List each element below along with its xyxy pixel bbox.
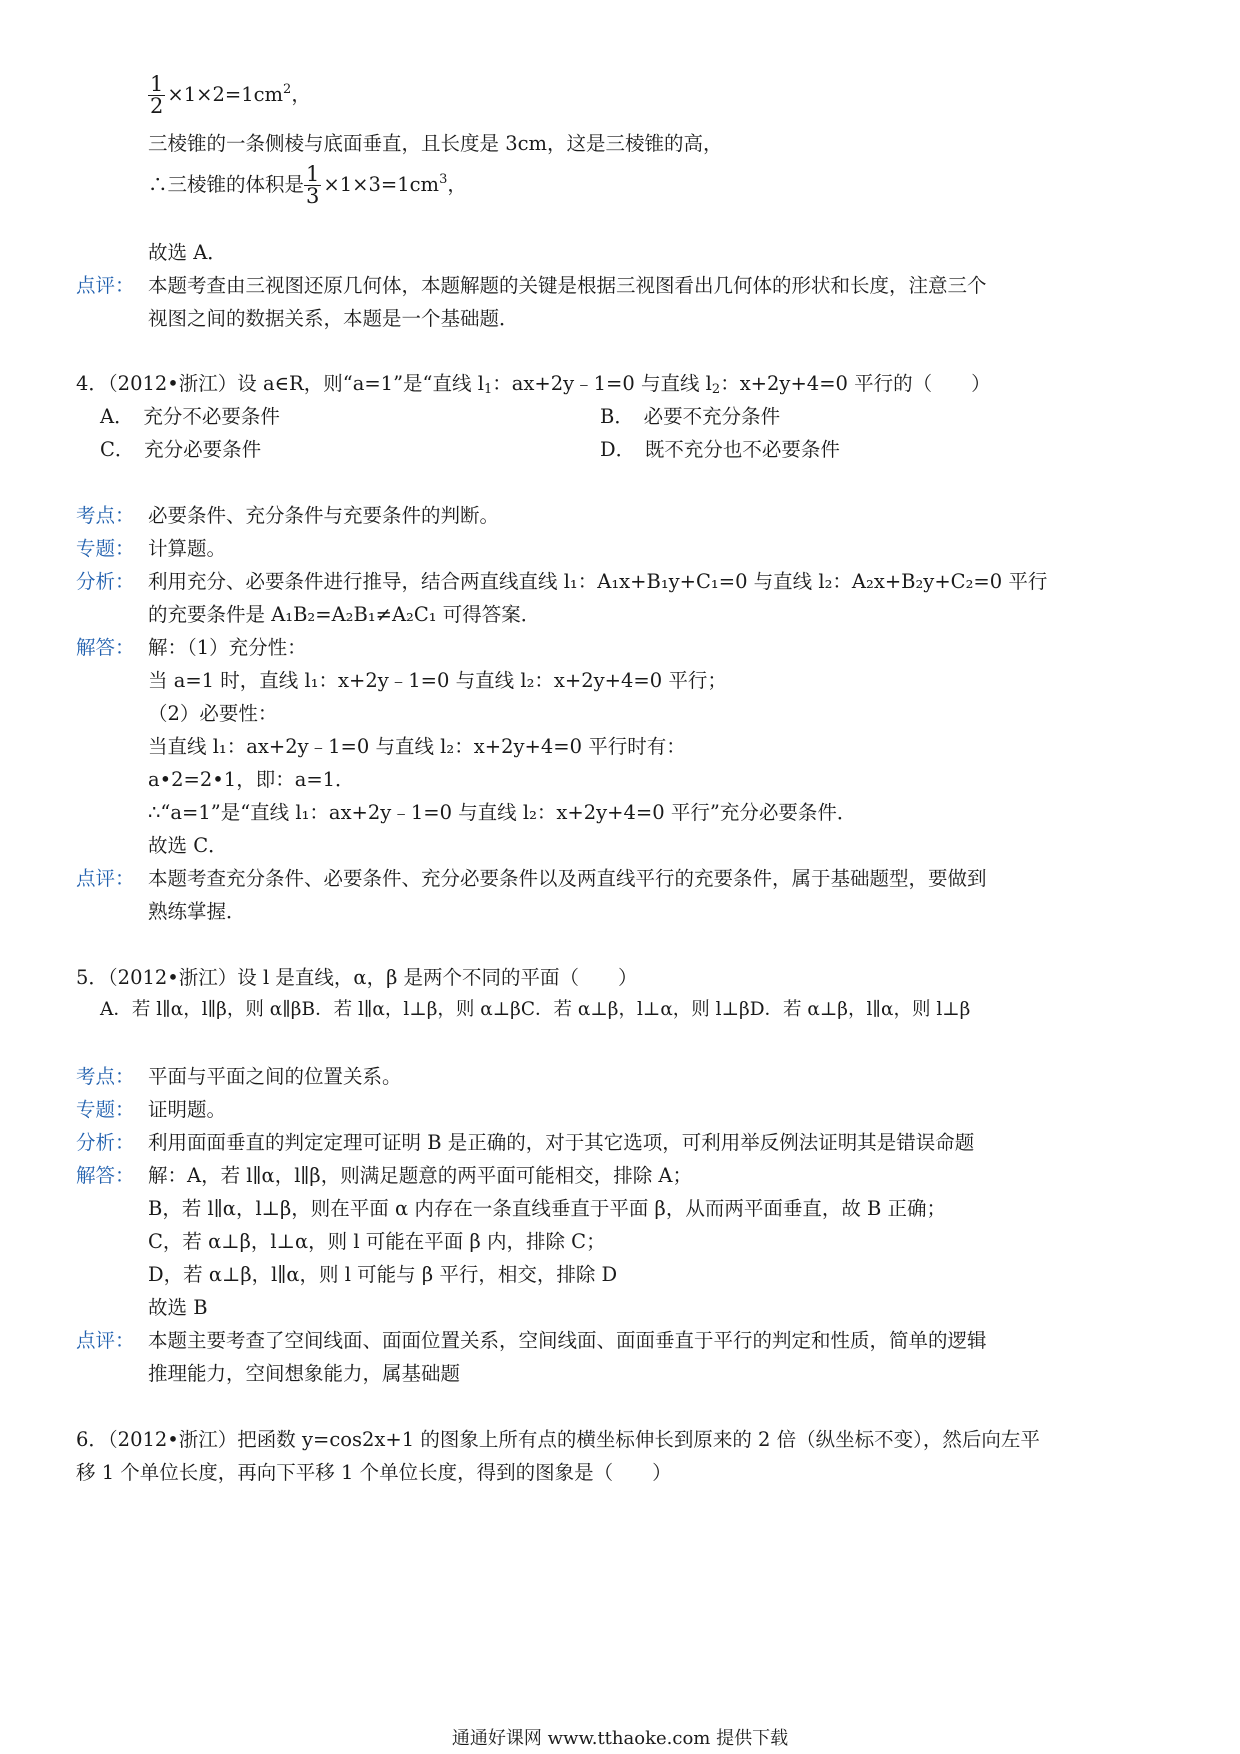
q4-jieda-label: 解答：: [76, 636, 135, 659]
q4-option-c: C． 充分必要条件: [100, 438, 262, 461]
q4-dianping-line-1: 本题考查充分条件、必要条件、充分必要条件以及两直线平行的充要条件，属于基础题型，要做到: [148, 867, 987, 890]
q5-jieda-line-5: 故选 B: [148, 1296, 208, 1319]
q5-kaodian: 平面与平面之间的位置关系。: [148, 1065, 402, 1088]
q5-jieda-line-4: D，若 α⊥β，l∥α，则 l 可能与 β 平行，相交，排除 D: [148, 1263, 618, 1286]
volume-unit: cm: [409, 173, 440, 196]
q3-comment-line-2: 视图之间的数据关系，本题是一个基础题．: [148, 307, 519, 330]
q5-jieda-label: 解答：: [76, 1164, 135, 1187]
q5-options: A．若 l∥α，l∥β，则 α∥βB．若 l∥α，l⊥β，则 α⊥βC．若 α⊥β，l⊥α，则 l⊥βD．若 α⊥β，l∥α，则 l⊥β: [100, 999, 971, 1020]
area-unit: cm: [253, 83, 284, 106]
q4-option-b: B． 必要不充分条件: [600, 405, 781, 428]
q4-stem-part-b: ：ax+2y﹣1=0 与直线 l: [492, 372, 712, 395]
q4-stem-part-c: ：x+2y+4=0 平行的（ ）: [720, 372, 991, 395]
q4-fenxi-line-2: 的充要条件是 A₁B₂=A₂B₁≠A₂C₁ 可得答案．: [148, 603, 541, 626]
q5-fenxi: 利用面面垂直的判定定理可证明 B 是正确的，对于其它选项，可利用举反例法证明其是错误命题: [148, 1131, 975, 1154]
page-footer: 通通好课网 www.tthaoke.com 提供下载: [451, 1728, 789, 1749]
volume-expression: ×1×3=1: [323, 173, 410, 196]
fraction-denominator: 3: [306, 184, 320, 208]
area-formula: [148, 74, 311, 117]
q4-jieda-line-2: 当 a=1 时，直线 l₁：x+2y﹣1=0 与直线 l₂：x+2y+4=0 平行；: [148, 669, 727, 692]
volume-formula: [148, 164, 467, 207]
q4-jieda-line-6: ∴“a=1”是“直线 l₁：ax+2y﹣1=0 与直线 l₂：x+2y+4=0 平行”充分必要条件．: [148, 801, 857, 824]
q4-dianping-label: 点评：: [76, 867, 135, 890]
area-unit-exponent: 2: [283, 82, 292, 97]
q4-dianping-line-2: 熟练掌握．: [148, 900, 246, 923]
q4-zhuanti: 计算题。: [148, 537, 227, 560]
q4-jieda-line-5: a•2=2•1，即：a=1．: [148, 768, 355, 791]
q3-comment-label: 点评：: [76, 274, 135, 297]
q4-jieda-line-4: 当直线 l₁：ax+2y﹣1=0 与直线 l₂：x+2y+4=0 平行时有：: [148, 735, 686, 758]
q4-stem-part-a: 4．（2012•浙江）设 a∈R，则“a=1”是“直线 l: [76, 372, 484, 395]
q4-jieda-line-7: 故选 C．: [148, 834, 228, 857]
q5-zhuanti: 证明题。: [148, 1098, 227, 1121]
fraction-third: [304, 164, 321, 207]
q5-kaodian-label: 考点：: [76, 1065, 135, 1088]
q4-fenxi-label: 分析：: [76, 570, 135, 593]
q6-stem-line-1: 6．（2012•浙江）把函数 y=cos2x+1 的图象上所有点的横坐标伸长到原来的 2 倍（纵坐标不变），然后向左平: [76, 1428, 1040, 1451]
q5-zhuanti-label: 专题：: [76, 1098, 135, 1121]
q3-answer: 故选 A．: [148, 241, 227, 264]
q5-dianping-line-1: 本题主要考查了空间线面、面面位置关系，空间线面、面面垂直于平行的判定和性质，简单的逻辑: [148, 1329, 987, 1352]
q5-fenxi-label: 分析：: [76, 1131, 135, 1154]
q3-comment-line-1: 本题考查由三视图还原几何体，本题解题的关键是根据三视图看出几何体的形状和长度，注意三个: [148, 274, 987, 297]
area-expression: ×1×2=1: [167, 83, 254, 106]
q4-zhuanti-label: 专题：: [76, 537, 135, 560]
volume-comma: ，: [447, 173, 467, 196]
fraction-numerator: 1: [306, 162, 320, 186]
q5-jieda-line-1: 解：A，若 l∥α，l∥β，则满足题意的两平面可能相交，排除 A；: [148, 1164, 692, 1187]
q5-dianping-line-2: 推理能力，空间想象能力，属基础题: [148, 1362, 461, 1385]
q4-fenxi-line-1: 利用充分、必要条件进行推导，结合两直线直线 l₁：A₁x+B₁y+C₁=0 与直线 l₂：A₂x+B₂y+C₂=0 平行: [148, 570, 1048, 593]
area-comma: ，: [291, 83, 311, 106]
q4-stem: [76, 372, 991, 398]
fraction-half: [148, 74, 165, 117]
fraction-numerator: 1: [150, 72, 164, 96]
volume-prefix: ∴三棱锥的体积是: [148, 173, 305, 196]
q4-jieda-line-1: 解：（1）充分性：: [148, 636, 307, 659]
q4-jieda-line-3: （2）必要性：: [148, 702, 278, 725]
q4-kaodian: 必要条件、充分条件与充要条件的判断。: [148, 504, 500, 527]
q4-option-d: D． 既不充分也不必要条件: [600, 438, 840, 461]
q4-stem-subscript-1: 1: [483, 382, 493, 397]
q5-dianping-label: 点评：: [76, 1329, 135, 1352]
q4-stem-subscript-2: 2: [711, 382, 721, 397]
q5-jieda-line-3: C，若 α⊥β，l⊥α，则 l 可能在平面 β 内，排除 C；: [148, 1230, 606, 1253]
height-line: 三棱锥的一条侧棱与底面垂直，且长度是 3cm，这是三棱锥的高，: [148, 132, 723, 155]
fraction-denominator: 2: [150, 94, 164, 118]
q5-jieda-line-2: B，若 l∥α，l⊥β，则在平面 α 内存在一条直线垂直于平面 β，从而两平面垂直，故 B 正确；: [148, 1197, 947, 1220]
volume-unit-exponent: 3: [439, 172, 448, 187]
q4-option-a: A． 充分不必要条件: [100, 405, 280, 428]
q5-stem: 5．（2012•浙江）设 l 是直线，α，β 是两个不同的平面（ ）: [76, 966, 638, 989]
q4-kaodian-label: 考点：: [76, 504, 135, 527]
q6-stem-line-2: 移 1 个单位长度，再向下平移 1 个单位长度，得到的图象是（ ）: [76, 1461, 672, 1484]
